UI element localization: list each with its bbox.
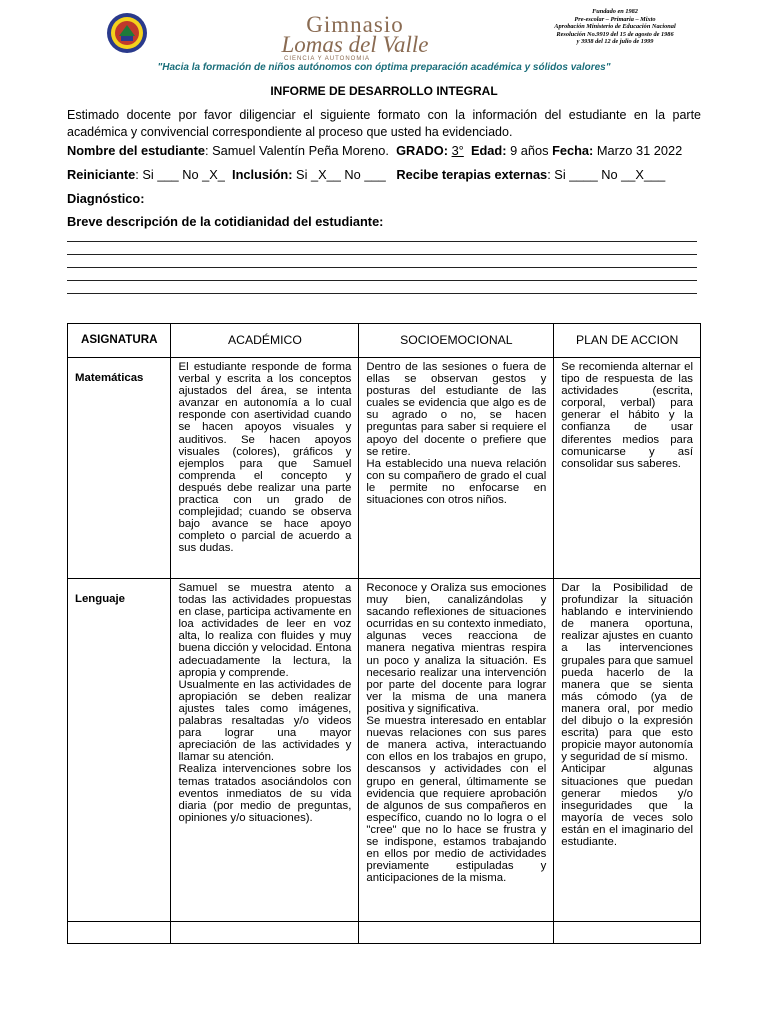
status-flags-line: [67, 167, 665, 182]
founding-line: Pre-escolar – Primaria – Mixto: [574, 15, 656, 23]
age-value: 9 años: [510, 143, 549, 158]
empty-cell: [171, 922, 359, 944]
school-motto: "Hacia la formación de niños autónomos con óptima preparación académica y sólidos valores": [157, 62, 611, 73]
subject-name: Lenguaje: [75, 593, 126, 605]
blank-writing-line: [67, 254, 697, 255]
header-academico: ACADÉMICO: [171, 324, 359, 358]
academico-text: Realiza intervenciones sobre los temas tratados asociándolos con eventos inmediatos de su vida diaria (por medio de preguntas, opiniones y/o situaciones).: [178, 763, 352, 824]
plan-text: Se recomienda alternar el tipo de respuesta de las actividades (escrita, corporal, verbal) para generar el hábito y la confianza de usar diferentes medios para comunicarse y así consolidar sus saberes.: [561, 361, 693, 470]
logo-tagline: CIENCIA Y AUTONOMIA: [284, 56, 371, 62]
grade-value: 3°: [451, 143, 464, 158]
founding-line: y 3938 del 12 de julio de 1999: [576, 38, 654, 46]
descripcion-label: Breve descripción de la cotidianidad del estudiante:: [67, 214, 384, 229]
reiniciante-label: Reiniciante: [67, 167, 136, 182]
founding-line: Resolución No.9919 del 15 de agosto de 1986: [556, 30, 674, 38]
empty-cell: [68, 922, 171, 944]
date-label: Fecha:: [552, 143, 594, 158]
blank-writing-line: [67, 267, 697, 268]
inclusion-value: Si _X__ No ___: [296, 167, 386, 182]
student-name-value: : Samuel Valentín Peña Moreno.: [204, 143, 389, 158]
report-table: [67, 323, 701, 944]
founding-info: [520, 8, 710, 46]
table-header-row: [68, 324, 701, 358]
blank-writing-line: [67, 280, 697, 281]
descripcion-line: [67, 214, 383, 229]
plan-text: Anticipar algunas situaciones que puedan generar miedos y/o inseguridades que la mayoría de veces solo están en el imaginario del estudiante.: [561, 763, 693, 848]
academico-cell: [171, 579, 359, 922]
logo-line2: Lomas del Valle: [281, 32, 429, 57]
inclusion-label: Inclusión:: [232, 167, 293, 182]
terapias-value: : Si ____ No __X___: [547, 167, 666, 182]
academico-text: Samuel se muestra atento a todas las actividades propuestas en clase, participa activamente en loa actividades de leer en voz alta, lo realiza con fluides y muy buena dicción y velocidad. Entona adecuadamente la lectura, la apropia y comprende.: [178, 582, 352, 679]
age-label: Edad:: [470, 143, 507, 158]
plan-cell: [554, 358, 701, 579]
socioemocional-text: Reconoce y Oraliza sus emociones muy bien, canalizándolas y sacando reflexiones de situaciones ocurridas en su contexto inmediato, algunas veces reacciona de manera negativa mientras respira un poco y analiza la situación. Es necesario realizar una intervención por parte del docente para lograr ver la misma de una manera positiva y significativa.: [366, 582, 547, 715]
academico-text: El estudiante responde de forma verbal y escrita a los conceptos ajustados del área, se intenta avanzar en autonomía a lo cual responde con asertividad cuando se hacen apoyos visuales y auditivos. Se hacen apoyos visuales (colores), gráficos y ejemplos para que Samuel comprenda el concepto y después debe realizar una parte practica con un grado de complejidad; cuando se observa bajo avance se hace apoyo completo o parcial de acuerdo a sus dudas.: [178, 361, 352, 555]
header-asignatura: ASIGNATURA: [68, 324, 171, 358]
socioemocional-text: Se muestra interesado en entablar nuevas relaciones con sus pares de manera activa, interactuando con ellos en los trabajos en grupo, descansos y actividades con el grupo en general, últimamente se evidencia que requiere aprobación de algunos de sus compañeros en específico, cuando no lo logra o el "cree" que no lo hace se frustra y se indispone, estamos trabajando en ellos por medio de actividades previamente estipuladas y anticipaciones de la misma.: [366, 715, 547, 885]
student-info-line: [67, 143, 682, 158]
diagnostico-label: Diagnóstico:: [67, 191, 145, 206]
logo-line1: Gimnasio: [306, 12, 404, 37]
table-row: [68, 358, 701, 579]
academico-text: Usualmente en las actividades de apropiación se deben realizar ajustes tales como imágenes, palabras resaltadas y/o videos para lograr una mayor apreciación de las actividades y llamar su atención.: [178, 678, 352, 764]
founding-line: Aprobación Ministerio de Educación Nacional: [554, 23, 676, 31]
socioemocional-cell: [359, 358, 554, 579]
academico-cell: [171, 358, 359, 579]
subject-cell: [68, 358, 171, 579]
diagnostico-line: [67, 191, 145, 206]
subject-cell: [68, 579, 171, 922]
table-row-empty: [68, 922, 701, 944]
subject-name: Matemáticas: [75, 372, 144, 384]
socioemocional-text: Dentro de las sesiones o fuera de ellas se observan gestos y posturas del estudiante de las cuales se evidencia que algo es de su agrado o no, se hacen preguntas para saber si requiere el apoyo del docente o prefiere que se retire.: [366, 361, 547, 458]
blank-writing-line: [67, 241, 697, 242]
letterhead: [0, 0, 768, 64]
reiniciante-value: : Si ___ No _X_: [135, 167, 225, 182]
blank-writing-line: [67, 293, 697, 294]
date-value: Marzo 31 2022: [596, 143, 683, 158]
table-row: [68, 579, 701, 922]
terapias-label: Recibe terapias externas: [396, 167, 548, 182]
socioemocional-cell: [359, 579, 554, 922]
header-socioemocional: SOCIOEMOCIONAL: [359, 324, 554, 358]
plan-text: Dar la Posibilidad de profundizar la situación hablando e interviniendo de manera oportuna, realizar ajustes en cuanto a las intervenciones grupales para que samuel pueda hacerlo de la manera que se sienta más cómodo (ya de manera oral, por medio del dibujo o la expresión escrita) para que esto propicie mayor autonomía y seguridad de sí mismo.: [561, 582, 693, 764]
header-plan-accion: PLAN DE ACCION: [554, 324, 701, 358]
founding-line: Fundado en 1982: [592, 8, 638, 15]
socioemocional-text: Ha establecido una nueva relación con su compañero de grado el cual le permite no enfocarse en situaciones con otros niños.: [366, 457, 547, 507]
school-logo: [230, 12, 480, 60]
student-name-label: Nombre del estudiante: [67, 143, 205, 158]
empty-cell: [359, 922, 554, 944]
grade-label: GRADO:: [396, 143, 448, 158]
plan-cell: [554, 579, 701, 922]
school-seal-icon: [106, 12, 148, 54]
empty-cell: [554, 922, 701, 944]
document-title: INFORME DE DESARROLLO INTEGRAL: [270, 84, 498, 98]
intro-paragraph: Estimado docente por favor diligenciar el siguiente formato con la información del estudiante en la parte académica y convivencial correspondiente al proceso que usted ha evidenciado.: [67, 108, 701, 139]
